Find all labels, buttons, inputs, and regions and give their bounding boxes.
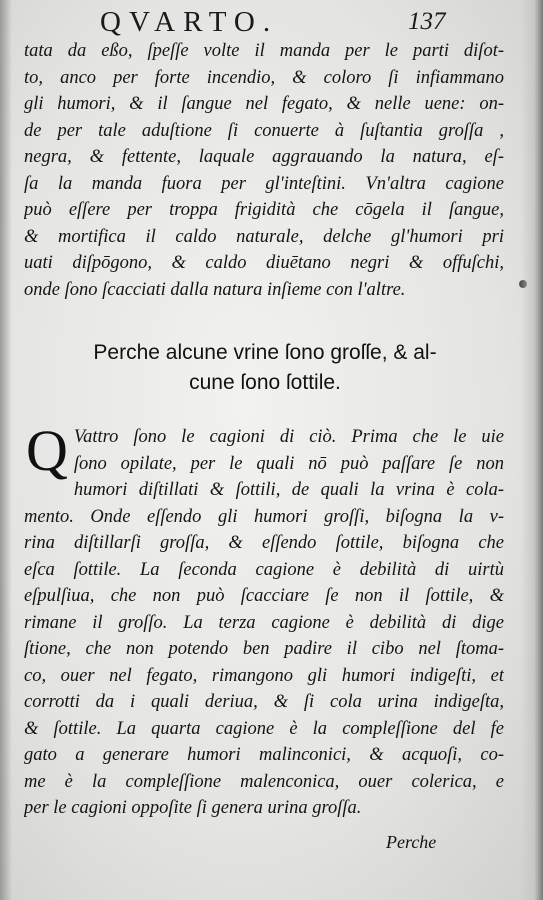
text-line: gato a generare humori malinconici, & acquoſi, co- — [24, 745, 504, 765]
text-line: ſtione, che non potendo ben padire il cibo nel ſtoma- — [24, 639, 504, 659]
text-line: ſono opilate, per le quali nō può paſſare ſe non — [73, 453, 504, 474]
text-line: co, ouer nel fegato, rimangono gli humori indigeſti, et — [24, 665, 504, 686]
drop-cap: Q — [26, 418, 68, 483]
text-line: onde ſono ſcacciati dalla natura inſieme con l'altre. — [24, 279, 406, 300]
running-head-title: QVARTO. — [100, 6, 279, 38]
text-line: me è la compleſſione malenconica, ouer colerica, e — [24, 771, 504, 792]
text-line: tata da eßo, ſpeſſe volte il manda per le parti diſot- — [24, 41, 504, 61]
text-line: & ſottile. La quarta cagione è la compleſſione del fe — [24, 718, 504, 739]
text-line: de per tale aduſtione ſi conuerte à ſuſtantia groſſa , — [24, 120, 504, 141]
text-line: uati diſpōgono, & caldo diuētano negri & offuſchi, — [24, 253, 504, 273]
text-line: gli humori, & il ſangue nel fegato, & nelle uene: on- — [24, 94, 504, 114]
text-line: per le cagioni oppoſite ſi genera urina groſſa. — [24, 798, 362, 818]
page-number: 137 — [408, 8, 446, 35]
text-line: ſa la manda fuora per gl'inteſtini. Vn'altra cagione — [24, 173, 504, 194]
text-line: rina diſtillarſi groſſa, & eſſendo ſottile, biſogna che — [24, 533, 504, 553]
text-line: to, anco per forte incendio, & coloro ſi infiammano — [24, 67, 504, 88]
text-line: & mortifica il caldo naturale, delche gl'humori pri — [24, 226, 504, 247]
running-head — [0, 6, 543, 40]
text-line: rimane il groſſo. La terza cagione è debilità di dige — [24, 612, 504, 633]
text-line: eſpulſiua, che non può ſcacciare ſe non il ſottile, & — [24, 586, 504, 606]
paragraph-body — [24, 418, 504, 822]
text-line: corrotti da i quali deriua, & ſi cola urina indigeſta, — [24, 692, 504, 712]
text-line: può eſſere per troppa frigidità che cōgela il ſangue, — [24, 200, 504, 220]
ink-spot — [519, 280, 527, 288]
text-line: mento. Onde eſſendo gli humori groſſi, biſogna la v- — [24, 506, 504, 527]
catchword: Perche — [386, 832, 437, 852]
text-line: negra, & fettente, laquale aggrauando la natura, eſ- — [24, 147, 504, 167]
paragraph-continued — [24, 38, 504, 303]
text-line: eſca ſottile. La ſeconda cagione è debilità di uirtù — [24, 559, 504, 580]
text-line: Vattro ſono le cagioni di ciò. Prima che le uie — [73, 427, 504, 447]
section-heading-line: cune ſono ſottile. — [189, 371, 341, 394]
section-heading-line: Perche alcune vrine ſono groſſe, & al- — [93, 341, 437, 364]
section-heading — [30, 338, 500, 398]
text-line: humori diſtillati & ſottili, de quali la vrina è cola- — [73, 480, 504, 500]
